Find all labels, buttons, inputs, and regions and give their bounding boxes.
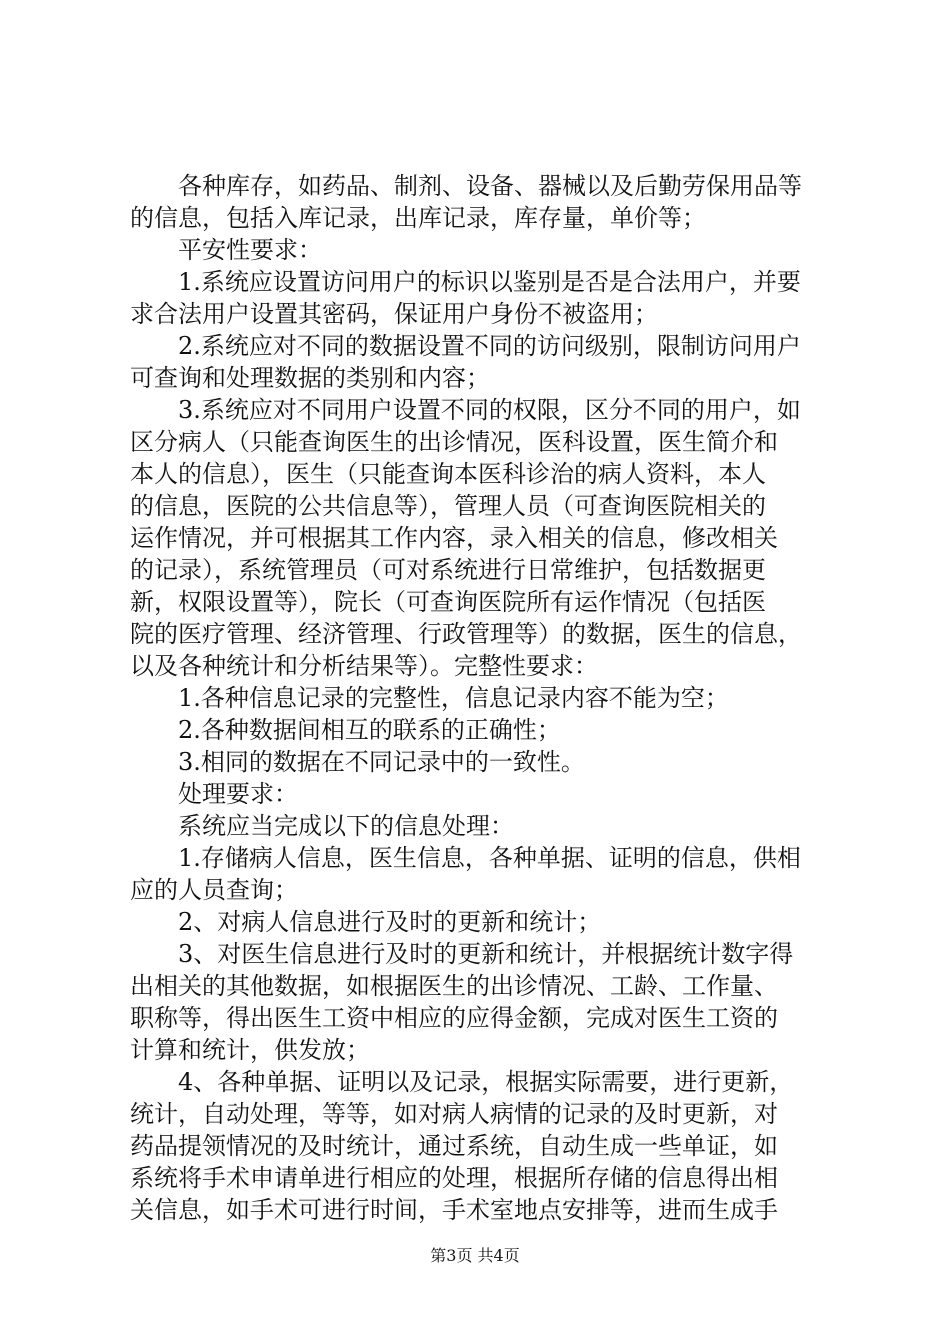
text-line: 药品提领情况的及时统计，通过系统，自动生成一些单证，如	[130, 1132, 778, 1160]
text-line: 各种库存，如药品、制剂、设备、器械以及后勤劳保用品等	[178, 172, 802, 200]
text-line: 关信息，如手术可进行时间，手术室地点安排等，进而生成手	[130, 1196, 778, 1224]
text-line: 运作情况，并可根据其工作内容，录入相关的信息，修改相关	[130, 524, 778, 552]
text-line: 统计，自动处理，等等，如对病人病情的记录的及时更新，对	[130, 1100, 778, 1128]
text-line: 处理要求：	[178, 780, 298, 808]
text-line: 的记录），系统管理员（可对系统进行日常维护，包括数据更	[130, 556, 766, 584]
text-line: 以及各种统计和分析结果等）。完整性要求：	[130, 652, 598, 680]
text-line: 3.系统应对不同用户设置不同的权限，区分不同的用户，如	[178, 396, 801, 424]
text-line: 的信息，包括入库记录，出库记录，库存量，单价等；	[130, 204, 706, 232]
text-line: 系统应当完成以下的信息处理：	[178, 812, 514, 840]
text-line: 应的人员查询；	[130, 876, 298, 904]
text-line: 2、对病人信息进行及时的更新和统计；	[178, 908, 602, 936]
text-line: 本人的信息），医生（只能查询本医科诊治的病人资料，本人	[130, 460, 766, 488]
text-line: 可查询和处理数据的类别和内容；	[130, 364, 490, 392]
text-line: 3.相同的数据在不同记录中的一致性。	[178, 748, 585, 776]
text-line: 职称等，得出医生工资中相应的应得金额，完成对医生工资的	[130, 1004, 778, 1032]
document-body	[130, 170, 840, 1226]
text-line: 系统将手术申请单进行相应的处理，根据所存储的信息得出相	[130, 1164, 778, 1192]
text-line: 区分病人（只能查询医生的出诊情况，医科设置，医生简介和	[130, 428, 778, 456]
text-line: 出相关的其他数据，如根据医生的出诊情况、工龄、工作量、	[130, 972, 778, 1000]
text-line: 4、各种单据、证明以及记录，根据实际需要，进行更新，	[178, 1068, 794, 1096]
text-line: 平安性要求：	[178, 236, 322, 264]
text-line: 1.系统应设置访问用户的标识以鉴别是否是合法用户，并要	[178, 268, 801, 296]
text-line: 求合法用户设置其密码，保证用户身份不被盗用；	[130, 300, 658, 328]
text-line: 3、对医生信息进行及时的更新和统计，并根据统计数字得	[178, 940, 794, 968]
text-line: 2.各种数据间相互的联系的正确性；	[178, 716, 561, 744]
text-line: 计算和统计，供发放；	[130, 1036, 370, 1064]
text-line: 2.系统应对不同的数据设置不同的访问级别，限制访问用户	[178, 332, 801, 360]
text-line: 1.存储病人信息，医生信息，各种单据、证明的信息，供相	[178, 844, 801, 872]
page-footer: 第3页 共4页	[430, 1246, 520, 1265]
text-line: 新，权限设置等），院长（可查询医院所有运作情况（包括医	[130, 588, 766, 616]
text-line: 院的医疗管理、经济管理、行政管理等）的数据，医生的信息，	[130, 620, 802, 648]
text-line: 1.各种信息记录的完整性，信息记录内容不能为空；	[178, 684, 729, 712]
text-line: 的信息，医院的公共信息等），管理人员（可查询医院相关的	[130, 492, 766, 520]
